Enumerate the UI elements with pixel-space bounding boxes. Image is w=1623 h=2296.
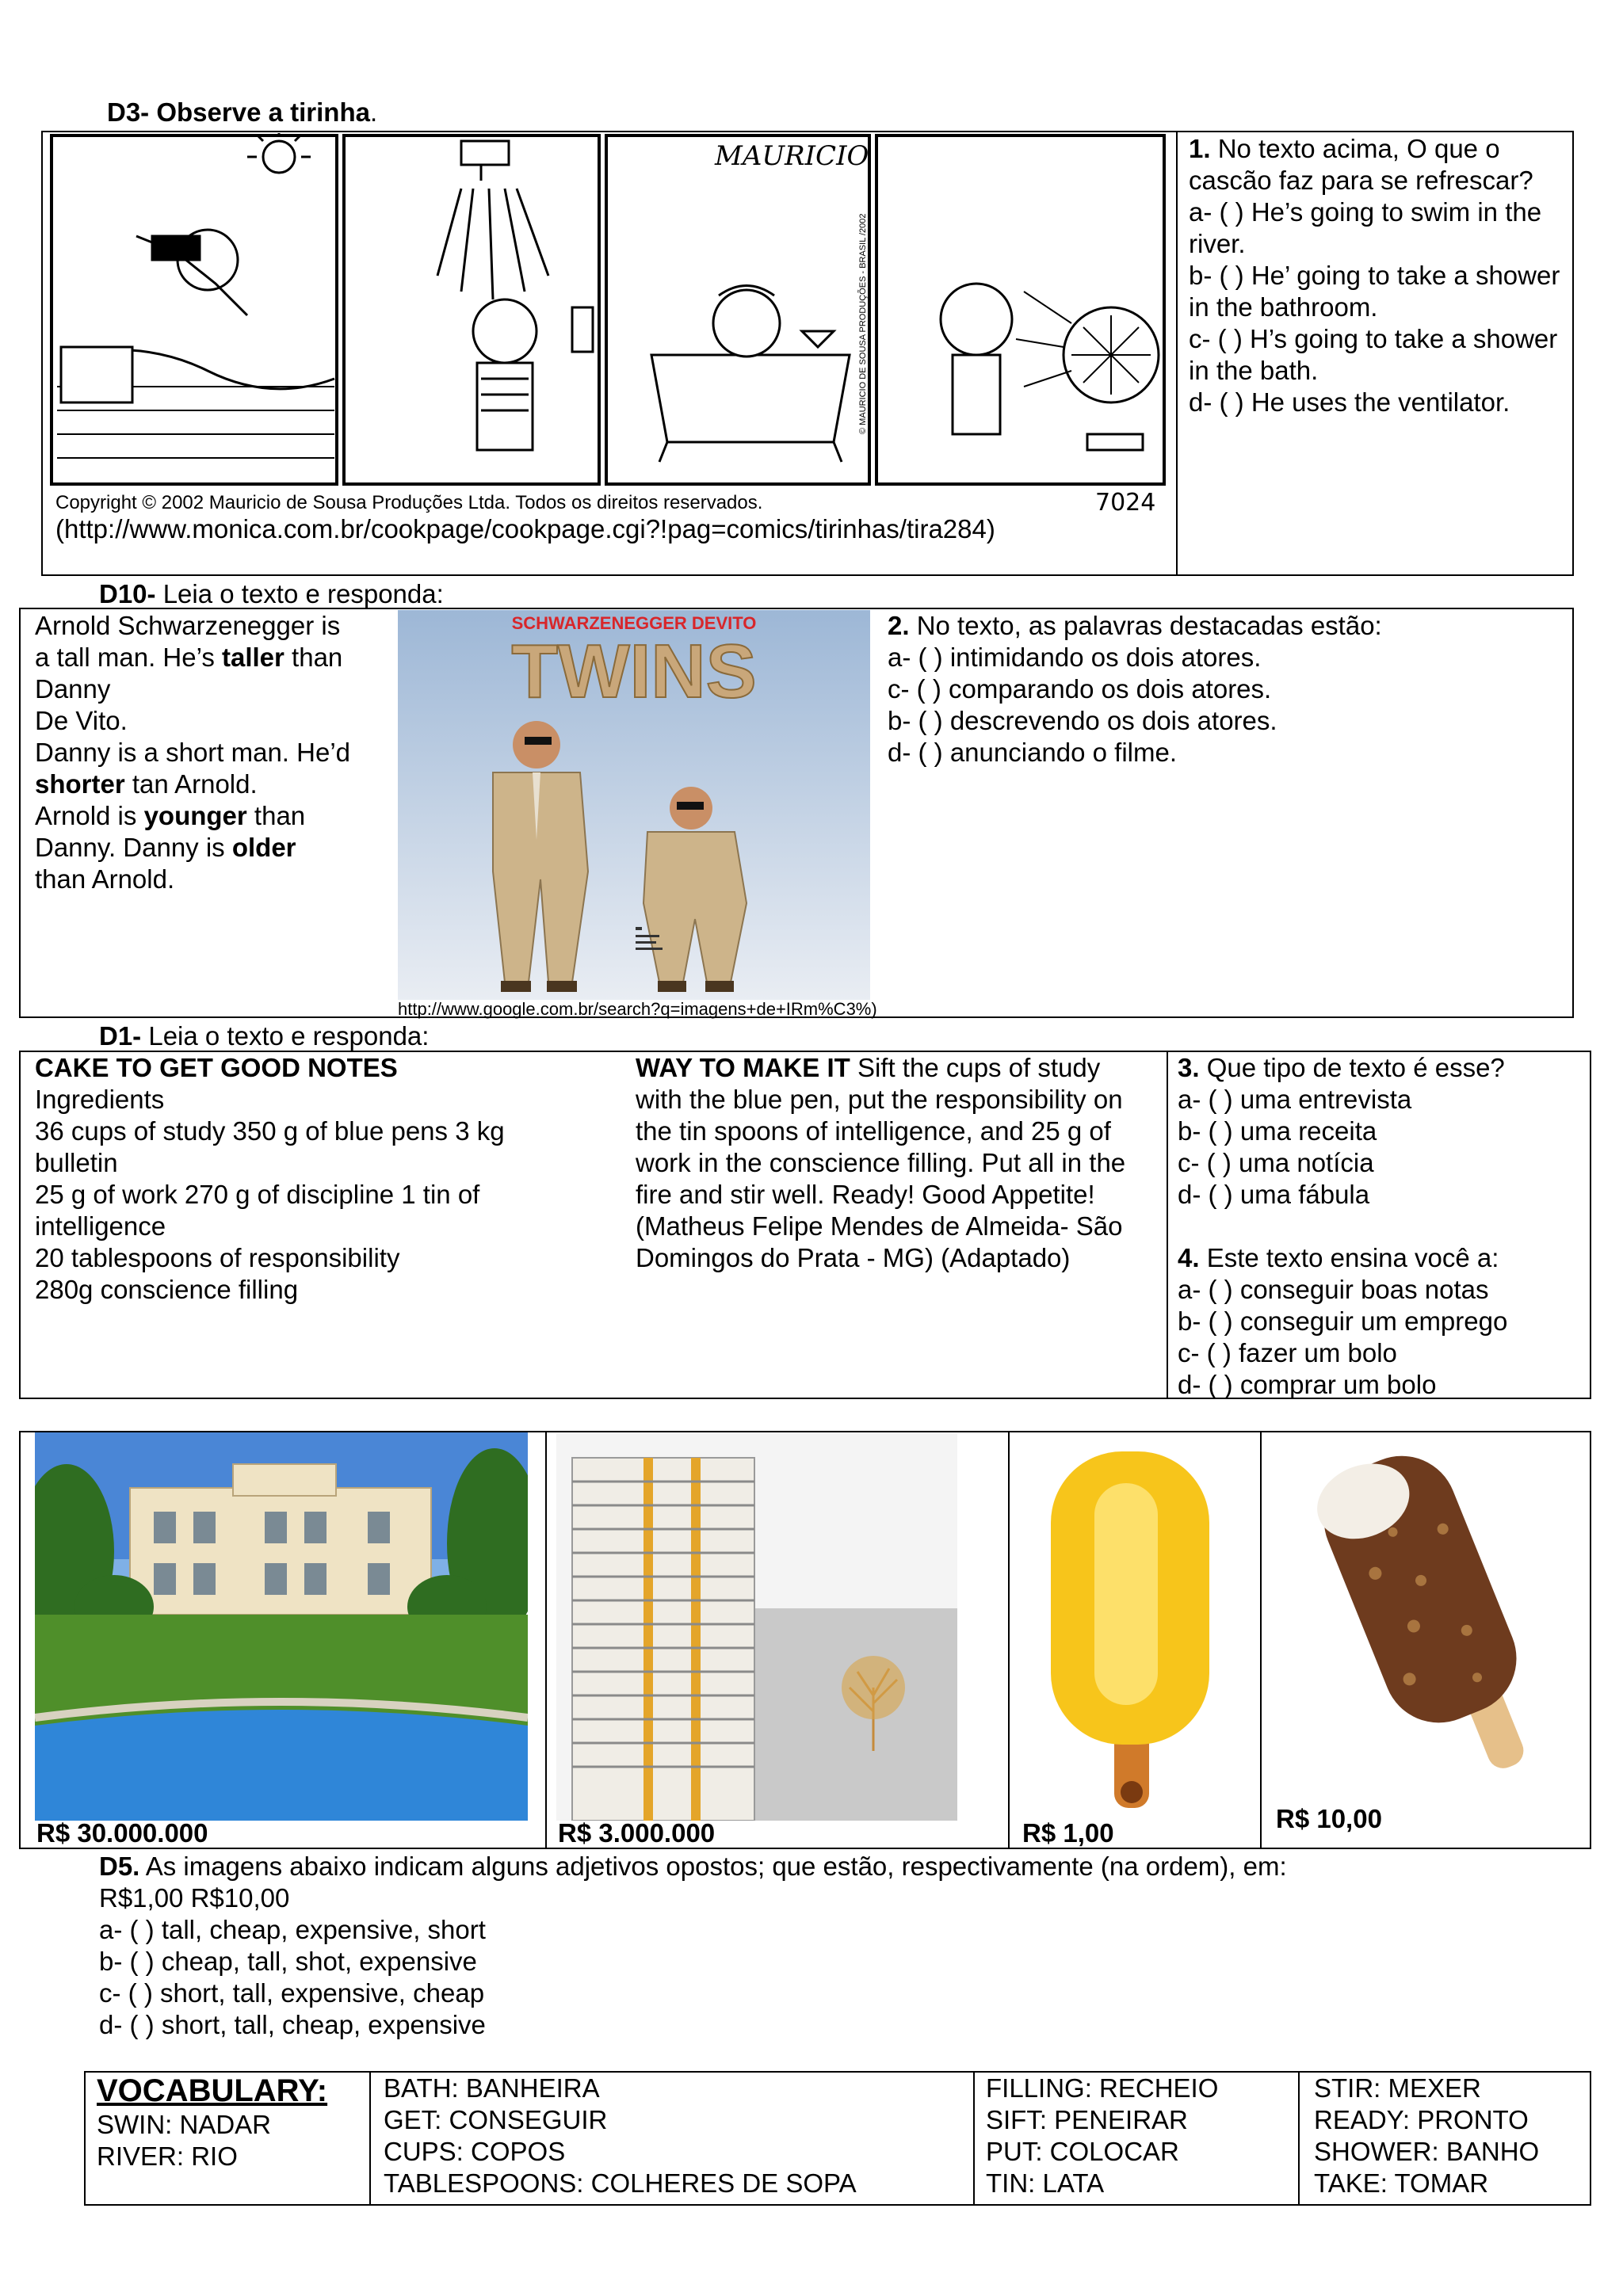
ingredient-line: Ingredients: [35, 1085, 165, 1114]
vocab-col-2: [384, 2073, 857, 2199]
d10-heading-label: D10-: [99, 579, 156, 608]
mansion-drawing: [35, 1432, 528, 1821]
ingredient-line: 280g conscience filling: [35, 1275, 299, 1304]
q1-option-a[interactable]: a- ( ) He’s going to swim in the river.: [1189, 197, 1542, 258]
d5-block: [99, 1851, 1589, 2041]
price-icecream: R$ 10,00: [1276, 1804, 1382, 1833]
prices-divider-3: [1260, 1431, 1262, 1849]
prices-divider-1: [545, 1431, 547, 1849]
comic-strip-drawing: [49, 133, 1167, 520]
q1-number: 1.: [1189, 134, 1211, 163]
d5-heading-rest: As imagens abaixo indicam alguns adjetivos opostos; que estão, respectivamente (na ordem), em:: [139, 1852, 1287, 1881]
highlighted-word: taller: [222, 643, 285, 672]
vocab-entry: TIN: LATA: [986, 2168, 1105, 2198]
q2-number: 2.: [888, 611, 910, 640]
comic-copyright: Copyright © 2002 Mauricio de Sousa Produções Ltda. Todos os direitos reservados.: [55, 492, 763, 513]
q2-block: [888, 610, 1561, 769]
poster-names: SCHWARZENEGGER DEVITO: [511, 613, 757, 633]
q1-option-d[interactable]: d- ( ) He uses the ventilator.: [1189, 387, 1510, 417]
comic-strip: [49, 133, 1167, 520]
q3-q4-block: [1178, 1052, 1586, 1401]
d10-text-line: [35, 642, 384, 673]
vocab-entry: FILLING: RECHEIO: [986, 2073, 1219, 2103]
building-drawing: [556, 1434, 957, 1821]
d10-text-line: [35, 832, 384, 864]
vocab-entry: STIR: MEXER: [1314, 2073, 1481, 2103]
d10-heading-rest: Leia o texto e responda:: [155, 579, 444, 608]
d5-option-d[interactable]: d- ( ) short, tall, cheap, expensive: [99, 2010, 486, 2039]
q3-option-b[interactable]: b- ( ) uma receita: [1178, 1116, 1377, 1146]
d10-text-segment: Arnold Schwarzenegger is: [35, 611, 341, 640]
d10-text-line: [35, 864, 384, 895]
q4-option-b[interactable]: b- ( ) conseguir um emprego: [1178, 1306, 1508, 1336]
vocab-entry: GET: CONSEGUIR: [384, 2105, 608, 2134]
q2-option-2[interactable]: c- ( ) comparando os dois atores.: [888, 674, 1272, 704]
q2-text: No texto, as palavras destacadas estão:: [916, 611, 1382, 640]
q2-question: [888, 610, 1561, 642]
building-image: [556, 1434, 957, 1821]
d3-heading-label: D3- Observe a tirinha: [107, 97, 370, 127]
method-title: WAY TO MAKE IT: [636, 1053, 850, 1082]
highlighted-word: younger: [143, 801, 247, 830]
d1-heading-rest: Leia o texto e responda:: [141, 1021, 430, 1051]
q2-option-3[interactable]: b- ( ) descrevendo os dois atores.: [888, 706, 1277, 735]
vocab-entry: TABLESPOONS: COLHERES DE SOPA: [384, 2168, 857, 2198]
d10-text-segment: Arnold is: [35, 801, 144, 830]
vocab-entry: BATH: BANHEIRA: [384, 2073, 600, 2103]
q1-text: No texto acima, O que o cascão faz para se refrescar?: [1189, 134, 1533, 195]
q4-option-a[interactable]: a- ( ) conseguir boas notas: [1178, 1275, 1489, 1304]
price-mansion: R$ 30.000.000: [36, 1818, 208, 1848]
d10-text-segment: Danny. Danny is: [35, 833, 232, 862]
d10-text-segment: than: [246, 801, 306, 830]
q4-number: 4.: [1178, 1243, 1200, 1272]
prices-divider-2: [1008, 1431, 1010, 1849]
d10-text: [35, 610, 384, 895]
vocab-entry: SIFT: PENEIRAR: [986, 2105, 1188, 2134]
d10-heading: [99, 578, 444, 610]
price-popsicle: R$ 1,00: [1022, 1818, 1114, 1848]
poster-title: TWINS: [511, 629, 757, 714]
q4-option-c[interactable]: c- ( ) fazer um bolo: [1178, 1338, 1397, 1367]
q2-option-1[interactable]: a- ( ) intimidando os dois atores.: [888, 643, 1262, 672]
vocab-entry: SHOWER: BANHO: [1314, 2137, 1540, 2166]
q3-text: Que tipo de texto é esse?: [1206, 1053, 1505, 1082]
popsicle-drawing: [1019, 1436, 1249, 1824]
vocab-col-1: [97, 2073, 327, 2172]
comic-strip-number: 7024: [1095, 489, 1156, 517]
d5-prices-line: R$1,00 R$10,00: [99, 1883, 290, 1913]
q3-option-c[interactable]: c- ( ) uma notícia: [1178, 1148, 1374, 1177]
twins-poster: [398, 610, 870, 1000]
vocab-entry: TAKE: TOMAR: [1314, 2168, 1489, 2198]
d10-text-line: [35, 673, 384, 705]
d1-heading-label: D1-: [99, 1021, 142, 1051]
d5-option-c[interactable]: c- ( ) short, tall, expensive, cheap: [99, 1978, 485, 2008]
d10-text-segment: than: [284, 643, 343, 672]
d10-source: http://www.google.com.br/search?q=imagens+de+IRm%C3%): [398, 999, 877, 1019]
d10-text-segment: tan Arnold.: [124, 769, 258, 799]
q4-question: [1178, 1242, 1586, 1274]
d5-heading-label: D5.: [99, 1852, 140, 1881]
q4-option-d[interactable]: d- ( ) comprar um bolo: [1178, 1370, 1437, 1399]
method-line: with the blue pen, put the responsibility on: [636, 1085, 1123, 1114]
d3-heading-rest: .: [369, 97, 378, 127]
highlighted-word: older: [231, 833, 296, 862]
mansion-image: [35, 1432, 528, 1821]
q4-text: Este texto ensina você a:: [1206, 1243, 1499, 1272]
q1-question: [1189, 133, 1569, 196]
highlighted-word: shorter: [35, 769, 125, 799]
method-line: (Matheus Felipe Mendes de Almeida- São: [636, 1211, 1123, 1241]
d10-text-line: [35, 769, 384, 800]
vocab-entry: PUT: COLOCAR: [986, 2137, 1179, 2166]
vocab-col-4: [1314, 2073, 1539, 2199]
q3-option-a[interactable]: a- ( ) uma entrevista: [1178, 1085, 1412, 1114]
q3-question: [1178, 1052, 1586, 1084]
recipe-ingredients: [35, 1052, 621, 1306]
d10-text-segment: than Arnold.: [35, 864, 175, 894]
vocab-entry: READY: PRONTO: [1314, 2105, 1529, 2134]
q1-option-c[interactable]: c- ( ) H’s going to take a shower in the bath.: [1189, 324, 1558, 385]
method-line: the tin spoons of intelligence, and 25 g of: [636, 1116, 1111, 1146]
vocab-entry: CUPS: COPOS: [384, 2137, 566, 2166]
d1-divider: [1167, 1051, 1168, 1399]
d3-divider: [1176, 131, 1178, 576]
vocab-col-3: [986, 2073, 1218, 2199]
d10-text-segment: a tall man. He’s: [35, 643, 222, 672]
d10-text-line: [35, 610, 384, 642]
popsicle-image: [1019, 1436, 1249, 1824]
recipe-method: [636, 1052, 1182, 1274]
icecream-drawing: [1274, 1436, 1588, 1784]
ingredient-line: 25 g of work 270 g of discipline 1 tin of: [35, 1180, 480, 1209]
method-line: fire and stir well. Ready! Good Appetite!: [636, 1180, 1095, 1209]
d10-text-segment: De Vito.: [35, 706, 128, 735]
icecream-image: [1274, 1436, 1588, 1784]
ingredient-line: intelligence: [35, 1211, 166, 1241]
q1-block: [1189, 133, 1569, 418]
ingredient-line: 36 cups of study 350 g of blue pens 3 kg: [35, 1116, 505, 1146]
vocab-title: VOCABULARY:: [97, 2073, 328, 2108]
comic-side-credit: © MAURICIO DE SOUSA PRODUÇÕES - BRASIL /2002: [858, 213, 868, 434]
vocab-entry: SWIN: NADAR: [97, 2110, 272, 2139]
d10-text-line: [35, 800, 384, 832]
d5-option-b[interactable]: b- ( ) cheap, tall, shot, expensive: [99, 1947, 477, 1976]
price-building: R$ 3.000.000: [558, 1818, 716, 1848]
d10-text-segment: Danny is a short man. He’d: [35, 738, 351, 767]
twins-poster-drawing: [398, 610, 870, 1000]
vocab-entry: RIVER: RIO: [97, 2142, 238, 2171]
vocab-divider-2: [973, 2071, 975, 2206]
recipe-title: CAKE TO GET GOOD NOTES: [35, 1053, 398, 1082]
d10-text-line: [35, 705, 384, 737]
q3-option-d[interactable]: d- ( ) uma fábula: [1178, 1180, 1370, 1209]
d3-heading: [107, 97, 377, 128]
d1-heading: [99, 1020, 429, 1052]
d3-source: (http://www.monica.com.br/cookpage/cookpage.cgi?!pag=comics/tirinhas/tira284): [55, 514, 995, 543]
method-line: Domingos do Prata - MG) (Adaptado): [636, 1243, 1071, 1272]
method-line: Sift the cups of study: [850, 1053, 1101, 1082]
d10-text-line: [35, 737, 384, 769]
q2-option-4[interactable]: d- ( ) anunciando o filme.: [888, 738, 1178, 767]
vocab-divider-1: [369, 2071, 371, 2206]
q1-option-b[interactable]: b- ( ) He’ going to take a shower in the bathroom.: [1189, 261, 1560, 322]
method-line: work in the conscience filling. Put all in the: [636, 1148, 1126, 1177]
d5-option-a[interactable]: a- ( ) tall, cheap, expensive, short: [99, 1915, 486, 1944]
comic-signature: MAURICIO: [715, 140, 869, 172]
vocab-divider-3: [1298, 2071, 1300, 2206]
d10-text-segment: Danny: [35, 674, 111, 704]
ingredient-line: 20 tablespoons of responsibility: [35, 1243, 400, 1272]
ingredient-line: bulletin: [35, 1148, 118, 1177]
q3-number: 3.: [1178, 1053, 1200, 1082]
